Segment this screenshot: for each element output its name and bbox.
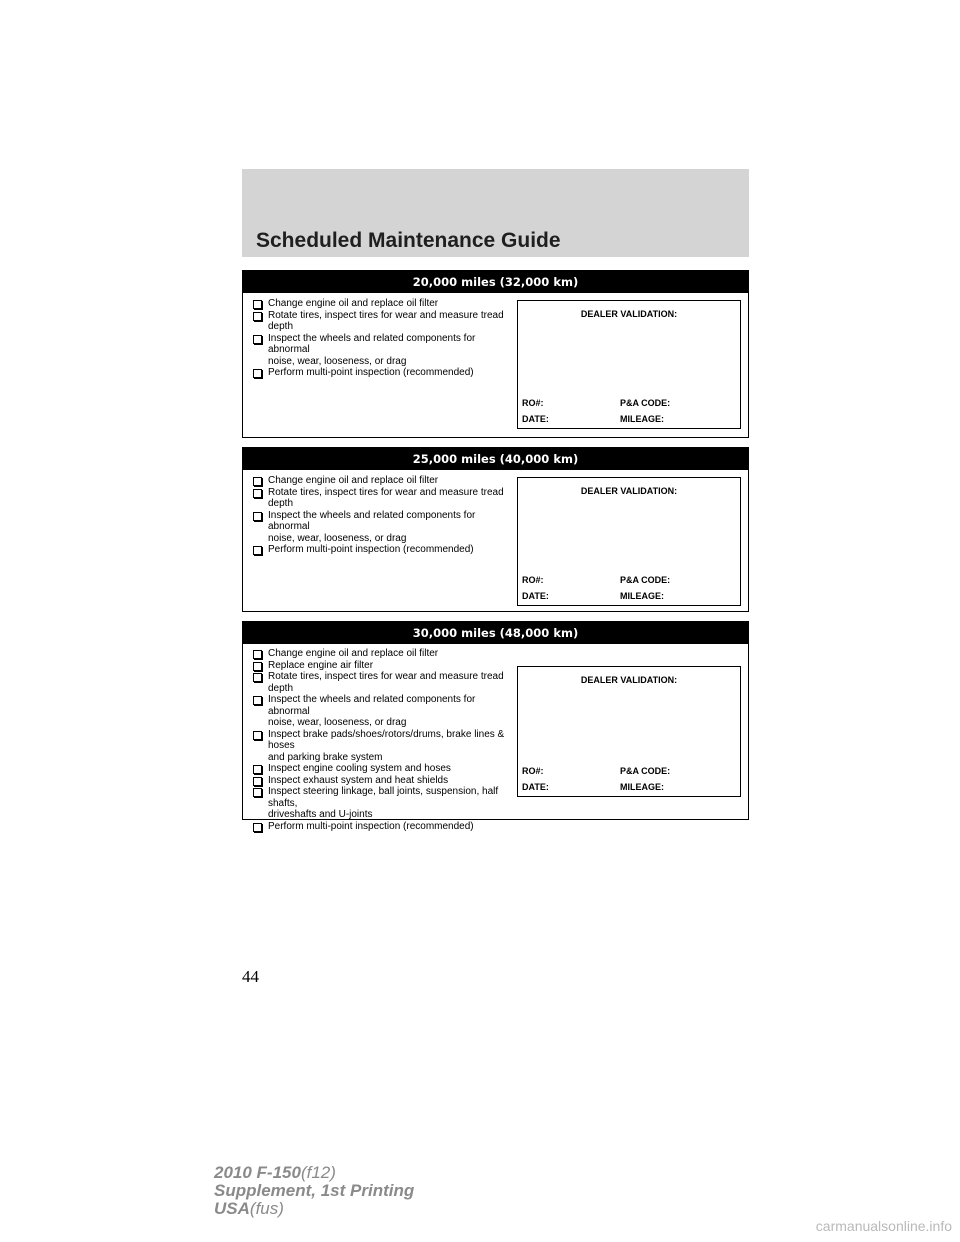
pa-code-label: P&A CODE: [620, 575, 671, 585]
checklist-item: Rotate tires, inspect tires for wear and measure tread depth [253, 487, 515, 510]
mileage-label: MILEAGE: [620, 782, 664, 792]
checkbox[interactable] [253, 765, 262, 774]
checklist-item: Inspect brake pads/shoes/rotors/drums, brake lines & hoses and parking brake system [253, 729, 515, 764]
dealer-validation-box [517, 666, 741, 797]
checkbox[interactable] [253, 512, 262, 521]
dealer-validation-label: DEALER VALIDATION: [580, 486, 678, 496]
checklist-item: Inspect engine cooling system and hoses [253, 763, 515, 775]
dealer-validation-box [517, 477, 741, 606]
checkbox[interactable] [253, 312, 262, 321]
checklist-item: Change engine oil and replace oil filter [253, 475, 515, 487]
checkbox[interactable] [253, 650, 262, 659]
checklist-item: Rotate tires, inspect tires for wear and measure tread depth [253, 310, 515, 333]
maintenance-section-20000 [242, 270, 749, 438]
footer-region: USA [214, 1199, 250, 1218]
footer-model: 2010 F-150 [214, 1163, 301, 1182]
checklist-item: Change engine oil and replace oil filter [253, 648, 515, 660]
checklist-item: Inspect the wheels and related components for abnormal noise, wear, looseness, or drag [253, 510, 515, 545]
page-title: Scheduled Maintenance Guide [256, 229, 561, 252]
dealer-validation-box [517, 300, 741, 429]
date-label: DATE: [522, 591, 549, 601]
checklist-item: Rotate tires, inspect tires for wear and measure tread depth [253, 671, 515, 694]
checklist [253, 648, 515, 832]
section-heading: 25,000 miles (40,000 km) [243, 448, 748, 470]
dealer-validation-label: DEALER VALIDATION: [580, 675, 678, 685]
checkbox[interactable] [253, 300, 262, 309]
checkbox[interactable] [253, 546, 262, 555]
section-heading: 30,000 miles (48,000 km) [243, 622, 748, 644]
checkbox[interactable] [253, 731, 262, 740]
header-band [242, 169, 749, 257]
ro-label: RO#: [522, 398, 544, 408]
ro-label: RO#: [522, 766, 544, 776]
checklist [253, 475, 515, 556]
pa-code-label: P&A CODE: [620, 766, 671, 776]
checkbox[interactable] [253, 673, 262, 682]
section-heading: 20,000 miles (32,000 km) [243, 271, 748, 293]
checkbox[interactable] [253, 489, 262, 498]
checkbox[interactable] [253, 823, 262, 832]
page-number: 44 [242, 967, 259, 986]
checklist-item: Perform multi-point inspection (recommended) [253, 821, 515, 833]
checklist-item: Replace engine air filter [253, 660, 515, 672]
checklist-item: Inspect the wheels and related components for abnormal noise, wear, looseness, or drag [253, 333, 515, 368]
checklist-item: Change engine oil and replace oil filter [253, 298, 515, 310]
checklist-item: Inspect exhaust system and heat shields [253, 775, 515, 787]
checkbox[interactable] [253, 662, 262, 671]
checkbox[interactable] [253, 696, 262, 705]
footer-region-code: (fus) [249, 1199, 284, 1218]
date-label: DATE: [522, 414, 549, 424]
checklist-item: Inspect steering linkage, ball joints, suspension, half shafts, driveshafts and U-joints [253, 786, 515, 821]
footer-printing: Supplement, 1st Printing [214, 1181, 415, 1200]
checkbox[interactable] [253, 335, 262, 344]
checklist-item: Inspect the wheels and related components for abnormal noise, wear, looseness, or drag [253, 694, 515, 729]
maintenance-section-25000 [242, 447, 749, 612]
print-footer [214, 1164, 414, 1218]
maintenance-section-30000 [242, 621, 749, 832]
mileage-label: MILEAGE: [620, 414, 664, 424]
checkbox[interactable] [253, 477, 262, 486]
checklist-item: Perform multi-point inspection (recommended) [253, 544, 515, 556]
watermark: carmanualsonline.info [815, 1218, 952, 1234]
date-label: DATE: [522, 782, 549, 792]
checklist [253, 298, 515, 379]
mileage-label: MILEAGE: [620, 591, 664, 601]
ro-label: RO#: [522, 575, 544, 585]
dealer-validation-label: DEALER VALIDATION: [580, 309, 678, 319]
checklist-item: Perform multi-point inspection (recommended) [253, 367, 515, 379]
checkbox[interactable] [253, 777, 262, 786]
pa-code-label: P&A CODE: [620, 398, 671, 408]
checkbox[interactable] [253, 369, 262, 378]
checkbox[interactable] [253, 788, 262, 797]
footer-model-code: (f12) [300, 1163, 336, 1182]
